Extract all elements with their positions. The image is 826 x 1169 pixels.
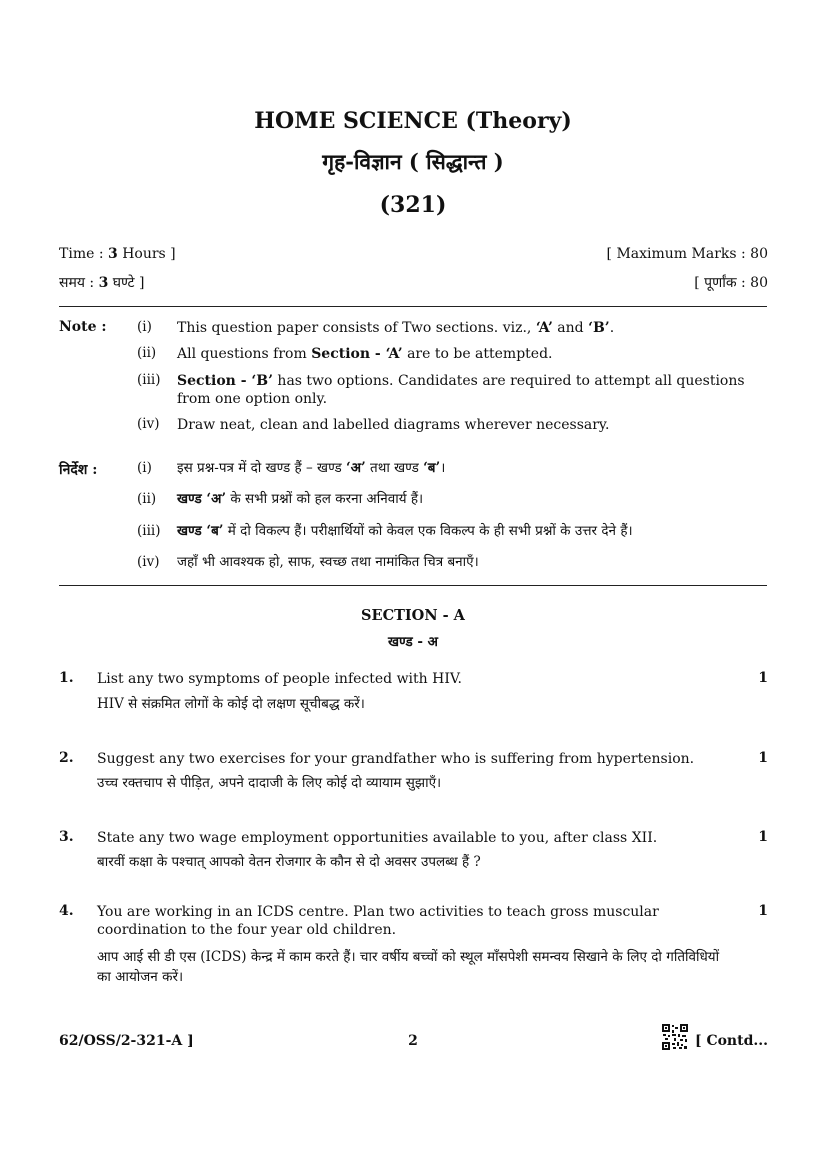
time-label: Time :: [59, 246, 104, 262]
time-english: [59, 246, 176, 262]
note-text: are to be attempted.: [402, 346, 553, 362]
max-marks-hindi: [ पूर्णांक : 80: [694, 275, 768, 291]
note-item: [177, 319, 767, 337]
section-title-hindi: खण्ड - अ: [388, 634, 438, 650]
note-item-number: (ii): [137, 345, 157, 361]
nirdesh-text: के सभी प्रश्नों को हल करना अनिवार्य हैं।: [226, 491, 424, 507]
note-text: Draw neat, clean and labelled diagrams wherever necessary.: [177, 417, 610, 433]
question-number: 1.: [59, 670, 74, 686]
paper-code: 62/OSS/2-321-A ]: [59, 1033, 194, 1049]
note-item-number: (iii): [137, 372, 161, 388]
note-emphasis: Section - ‘A’: [311, 346, 403, 362]
title-english: HOME SCIENCE (Theory): [254, 108, 572, 134]
time-unit: Hours ]: [122, 246, 176, 262]
nirdesh-text: इस प्रश्न-पत्र में दो खण्ड हैं – खण्ड: [177, 460, 347, 476]
nirdesh-item: [177, 490, 767, 508]
nirdesh-text: जहाँ भी आवश्यक हो, साफ, स्वच्छ तथा नामांकित चित्र बनाएँ।: [177, 554, 479, 570]
nirdesh-text: में दो विकल्प हैं। परीक्षार्थियों को केवल एक विकल्प के ही सभी प्रश्नों के उत्तर देने हैं।: [223, 523, 633, 539]
question-text-hindi: आप आई सी डी एस (ICDS) केन्द्र में काम करते हैं। चार वर्षीय बच्चों को स्थूल माँसपेशी समन्वय सिखाने के लिए दो गतिविधियों का आयोजन करें।: [97, 949, 720, 985]
question-marks: 1: [758, 750, 768, 766]
note-emphasis: ‘A’: [535, 320, 553, 336]
nirdesh-emphasis: ‘अ’: [346, 460, 366, 476]
question-marks: 1: [758, 903, 768, 919]
question-text-english: State any two wage employment opportunities available to you, after class XII.: [97, 830, 658, 846]
note-text: All questions from: [177, 346, 312, 362]
nirdesh-text: तथा खण्ड: [365, 460, 424, 476]
question-number: 2.: [59, 750, 74, 766]
note-item: [177, 345, 767, 363]
note-emphasis: Section - ‘B’: [177, 373, 273, 389]
nirdesh-text: ।: [440, 460, 446, 476]
question-text-hindi: उच्च रक्तचाप से पीड़ित, अपने दादाजी के लिए कोई दो व्यायाम सुझाएँ।: [97, 775, 442, 791]
question-number: 4.: [59, 903, 74, 919]
question-text-english: You are working in an ICDS centre. Plan two activities to teach gross muscular coordination to the four year old children.: [97, 904, 659, 938]
time-value: 3: [108, 246, 118, 262]
nirdesh-item: [177, 553, 767, 571]
nirdesh-item-number: (ii): [137, 491, 157, 507]
divider: [59, 306, 767, 307]
nirdesh-emphasis: खण्ड ‘अ’: [177, 491, 227, 507]
nirdesh-emphasis: ‘ब’: [423, 460, 441, 476]
time-hindi: [59, 273, 145, 292]
note-text: and: [552, 320, 589, 336]
page-number: 2: [408, 1033, 418, 1049]
question-number: 3.: [59, 829, 74, 845]
question-text-english: List any two symptoms of people infected with HIV.: [97, 671, 462, 687]
max-marks-english: [ Maximum Marks : 80: [606, 246, 768, 262]
note-text: .: [609, 320, 615, 336]
note-text: has two options. Candidates are required to attempt all questions from one option only.: [177, 373, 745, 407]
time-label-hindi: समय :: [59, 275, 95, 291]
nirdesh-label: निर्देश :: [59, 462, 98, 478]
nirdesh-item-number: (iii): [137, 523, 161, 539]
question-marks: 1: [758, 670, 768, 686]
note-item-number: (iv): [137, 416, 160, 432]
note-text: This question paper consists of Two sections. viz.,: [177, 320, 536, 336]
time-unit-hindi: घण्टे ]: [112, 275, 145, 291]
subject-code: (321): [379, 192, 447, 218]
nirdesh-item: [177, 459, 767, 477]
note-label: Note :: [59, 319, 107, 335]
title-hindi: गृह-विज्ञान ( सिद्धान्त ): [322, 149, 504, 174]
qr-code-icon: [662, 1024, 688, 1050]
nirdesh-emphasis: खण्ड ‘ब’: [177, 523, 224, 539]
nirdesh-item-number: (iv): [137, 554, 160, 570]
nirdesh-item-number: (i): [137, 460, 152, 476]
note-item: [177, 416, 767, 434]
section-title-english: SECTION - A: [361, 607, 465, 624]
note-emphasis: ‘B’: [588, 320, 610, 336]
question-text-english: Suggest any two exercises for your grandfather who is suffering from hypertension.: [97, 751, 695, 767]
continued-marker: [ Contd...: [694, 1033, 768, 1049]
question-marks: 1: [758, 829, 768, 845]
note-item: [177, 372, 767, 408]
question-text-hindi: बारवीं कक्षा के पश्चात् आपको वेतन रोजगार के कौन से दो अवसर उपलब्ध हैं ?: [97, 854, 481, 870]
question-text-hindi: HIV से संक्रमित लोगों के कोई दो लक्षण सूचीबद्ध करें।: [97, 696, 365, 712]
time-value-hindi: 3: [98, 275, 109, 291]
divider: [59, 585, 767, 586]
note-item-number: (i): [137, 319, 152, 335]
nirdesh-item: [177, 522, 767, 540]
